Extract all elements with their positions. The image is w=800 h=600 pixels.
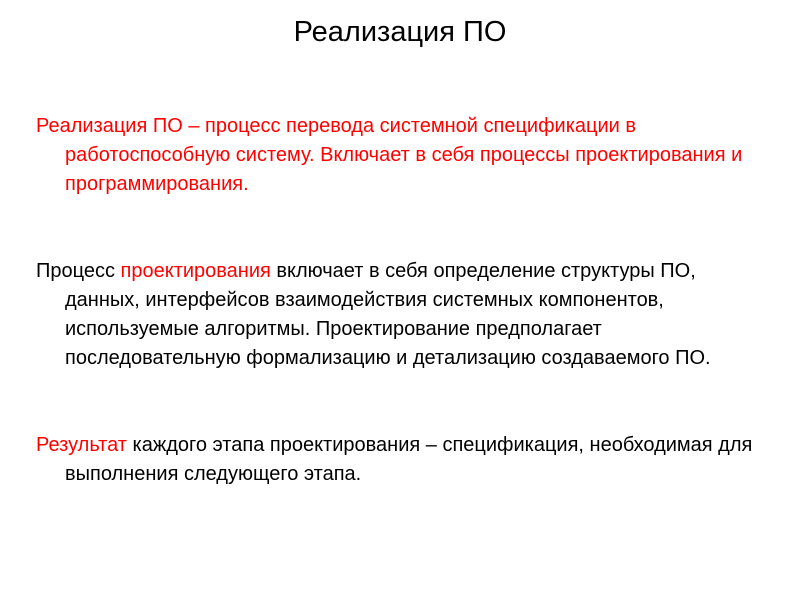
result-paragraph — [36, 431, 766, 489]
design-paragraph — [36, 257, 766, 373]
definition-text: Реализация ПО – процесс перевода системной спецификации в работоспособную систему. Включает в себя процессы проектирования и программирования. — [36, 115, 743, 195]
result-keyword: Результат — [36, 434, 127, 456]
result-text: каждого этапа проектирования – спецификация, необходимая для выполнения следующего этапа. — [65, 434, 753, 485]
slide-title: Реализация ПО — [293, 16, 507, 48]
paragraph-spacer — [36, 199, 766, 257]
design-keyword: проектирования — [120, 260, 271, 282]
slide-body — [36, 112, 766, 489]
design-text: включает в себя определение структуры ПО, данных, интерфейсов взаимодействия системных компонентов, используемые алгоритмы. Проектирование предполагает последовательную формализацию и детализацию создаваемого ПО. — [65, 260, 711, 369]
design-lead: Процесс — [36, 260, 121, 282]
definition-paragraph — [36, 112, 766, 199]
paragraph-spacer — [36, 373, 766, 431]
